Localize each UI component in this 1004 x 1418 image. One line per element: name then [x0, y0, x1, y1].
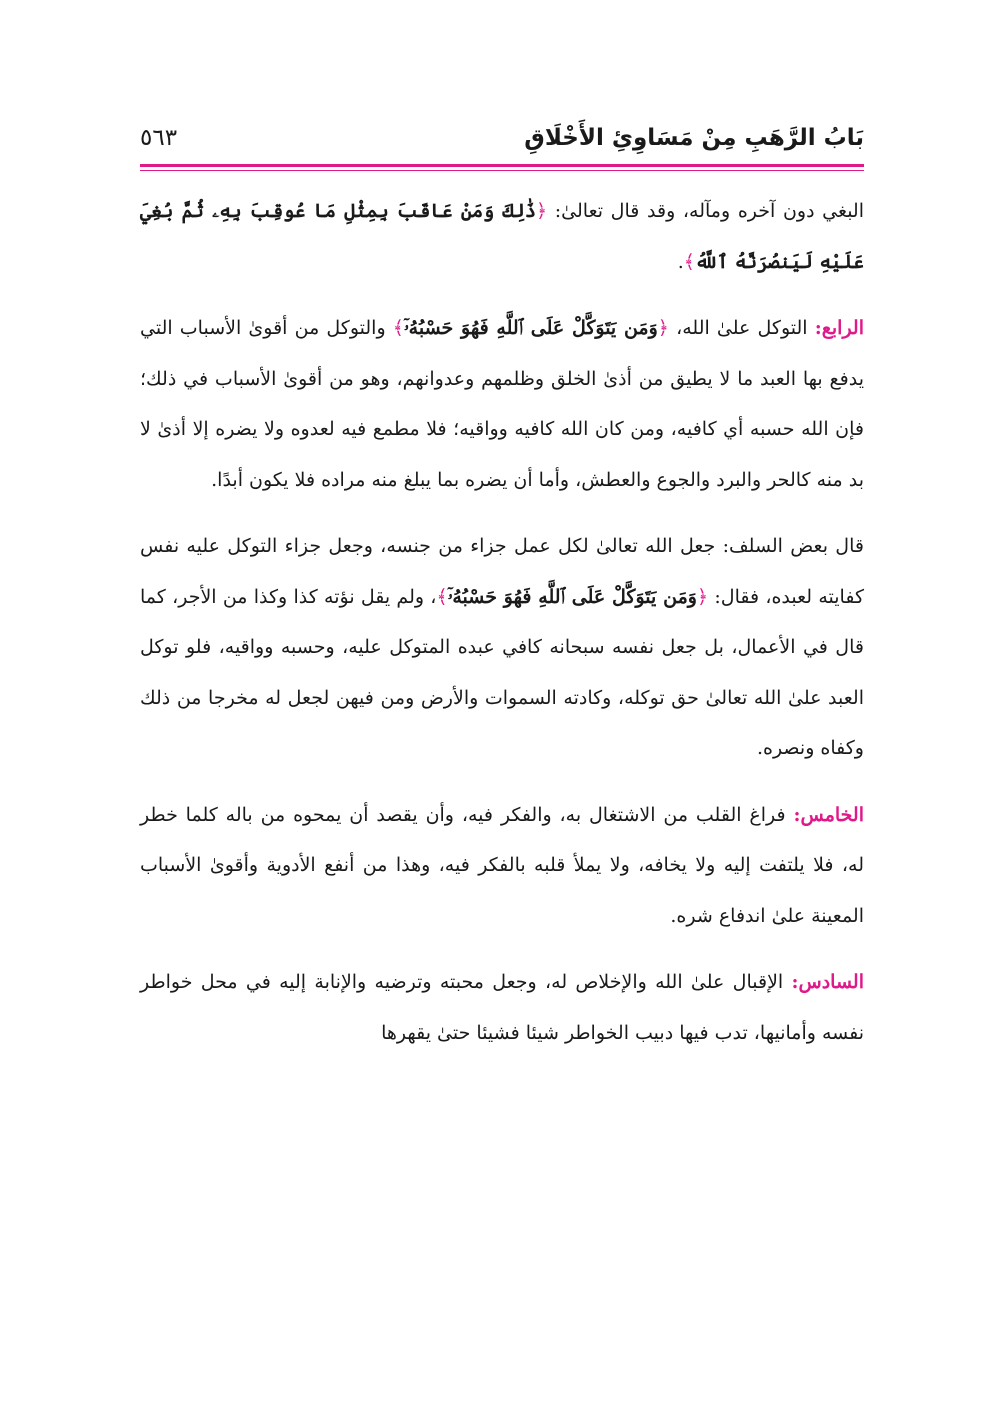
body-text — [140, 186, 864, 1074]
ornate-bracket-close: ﴾ — [392, 317, 404, 339]
header-rule-thin — [140, 170, 864, 171]
quran-verse: وَمَن يَتَوَكَّلْ عَلَى ٱللَّهِ فَهُوَ حَسْبُهُۥٓ — [447, 585, 697, 608]
paragraph-3-text: قال بعض السلف: جعل الله تعالىٰ لكل عمل جزاء من جنسه، وجعل جزاء التوكل عليه نفس كفايته لعبده، فقال: — [140, 535, 864, 608]
section-label-fourth: الرابع: — [814, 317, 864, 339]
paragraph-3-continuation: ، ولم يقل نؤته كذا وكذا من الأجر، كما قال في الأعمال، بل جعل نفسه سبحانه كافي عبده المتوكل عليه، وحسبه وواقيه، فلو توكل العبد علىٰ الله تعالىٰ حق توكله، وكادته السموات والأرض ومن فيهن لجعل له مخرجا من ذلك وكفاه ونصره. — [140, 585, 864, 759]
paragraph-3 — [140, 521, 864, 774]
chapter-title: بَابُ الرَّهَبِ مِنْ مَسَاوِئِ الأَخْلَاقِ — [524, 125, 864, 151]
header-rule-thick — [140, 164, 864, 167]
paragraph-1-end: . — [677, 250, 684, 273]
ornate-bracket-close: ﴾ — [436, 585, 448, 608]
paragraph-2-continuation: والتوكل من أقوىٰ الأسباب التي يدفع بها العبد ما لا يطيق من أذىٰ الخلق وظلمهم وعدوانهم، وهو من أقوىٰ الأسباب في ذلك؛ فإن الله حسبه أي كافيه، ومن كان الله كافيه وواقيه؛ فلا مطمع فيه لعدوه ولا يضره إلا أذىٰ لا بد منه كالحر والبرد والجوع والعطش، وأما أن يضره بما يبلغ منه مراده فلا يكون أبدًا. — [140, 317, 864, 491]
running-header — [140, 118, 864, 158]
page-number: ٥٦٣ — [140, 125, 178, 151]
ornate-bracket-close: ﴾ — [683, 250, 695, 273]
quran-verse: ذَٰلِكَ وَمَنْ عَاقَبَ بِمِثْلِ مَا عُوقِبَ بِهِۦ ثُمَّ بُغِيَ عَلَيْهِ لَيَنصُرَنَّهُ ٱللَّهُ — [140, 200, 864, 273]
section-label-sixth: السادس: — [791, 971, 864, 993]
paragraph-1-text: البغي دون آخره ومآله، وقد قال تعالىٰ: — [547, 200, 864, 222]
paragraph-5 — [140, 957, 864, 1058]
quran-verse: وَمَن يَتَوَكَّلْ عَلَى ٱللَّهِ فَهُوَ حَسْبُهُۥٓ — [403, 317, 658, 339]
paragraph-5-text: الإقبال علىٰ الله والإخلاص له، وجعل محبته وترضيه والإنابة إليه في محل خواطر نفسه وأمانيها، تدب فيها دبيب الخواطر شيئا فشيئا حتىٰ يقهرها — [140, 971, 864, 1044]
ornate-bracket-open: ﴿ — [535, 200, 548, 222]
paragraph-2 — [140, 303, 864, 505]
ornate-bracket-open: ﴿ — [696, 585, 709, 608]
paragraph-4-text: فراغ القلب من الاشتغال به، والفكر فيه، وأن يقصد أن يمحوه من باله كلما خطر له، فلا يلتفت إليه ولا يخافه، ولا يملأ قلبه بالفكر فيه، وهذا من أنفع الأدوية وأقوىٰ الأسباب المعينة علىٰ اندفاع شره. — [140, 803, 864, 927]
paragraph-2-text: التوكل علىٰ الله، — [668, 317, 815, 339]
paragraph-4 — [140, 790, 864, 942]
section-label-fifth: الخامس: — [793, 803, 864, 826]
paragraph-1 — [140, 186, 864, 287]
ornate-bracket-open: ﴿ — [657, 317, 669, 339]
